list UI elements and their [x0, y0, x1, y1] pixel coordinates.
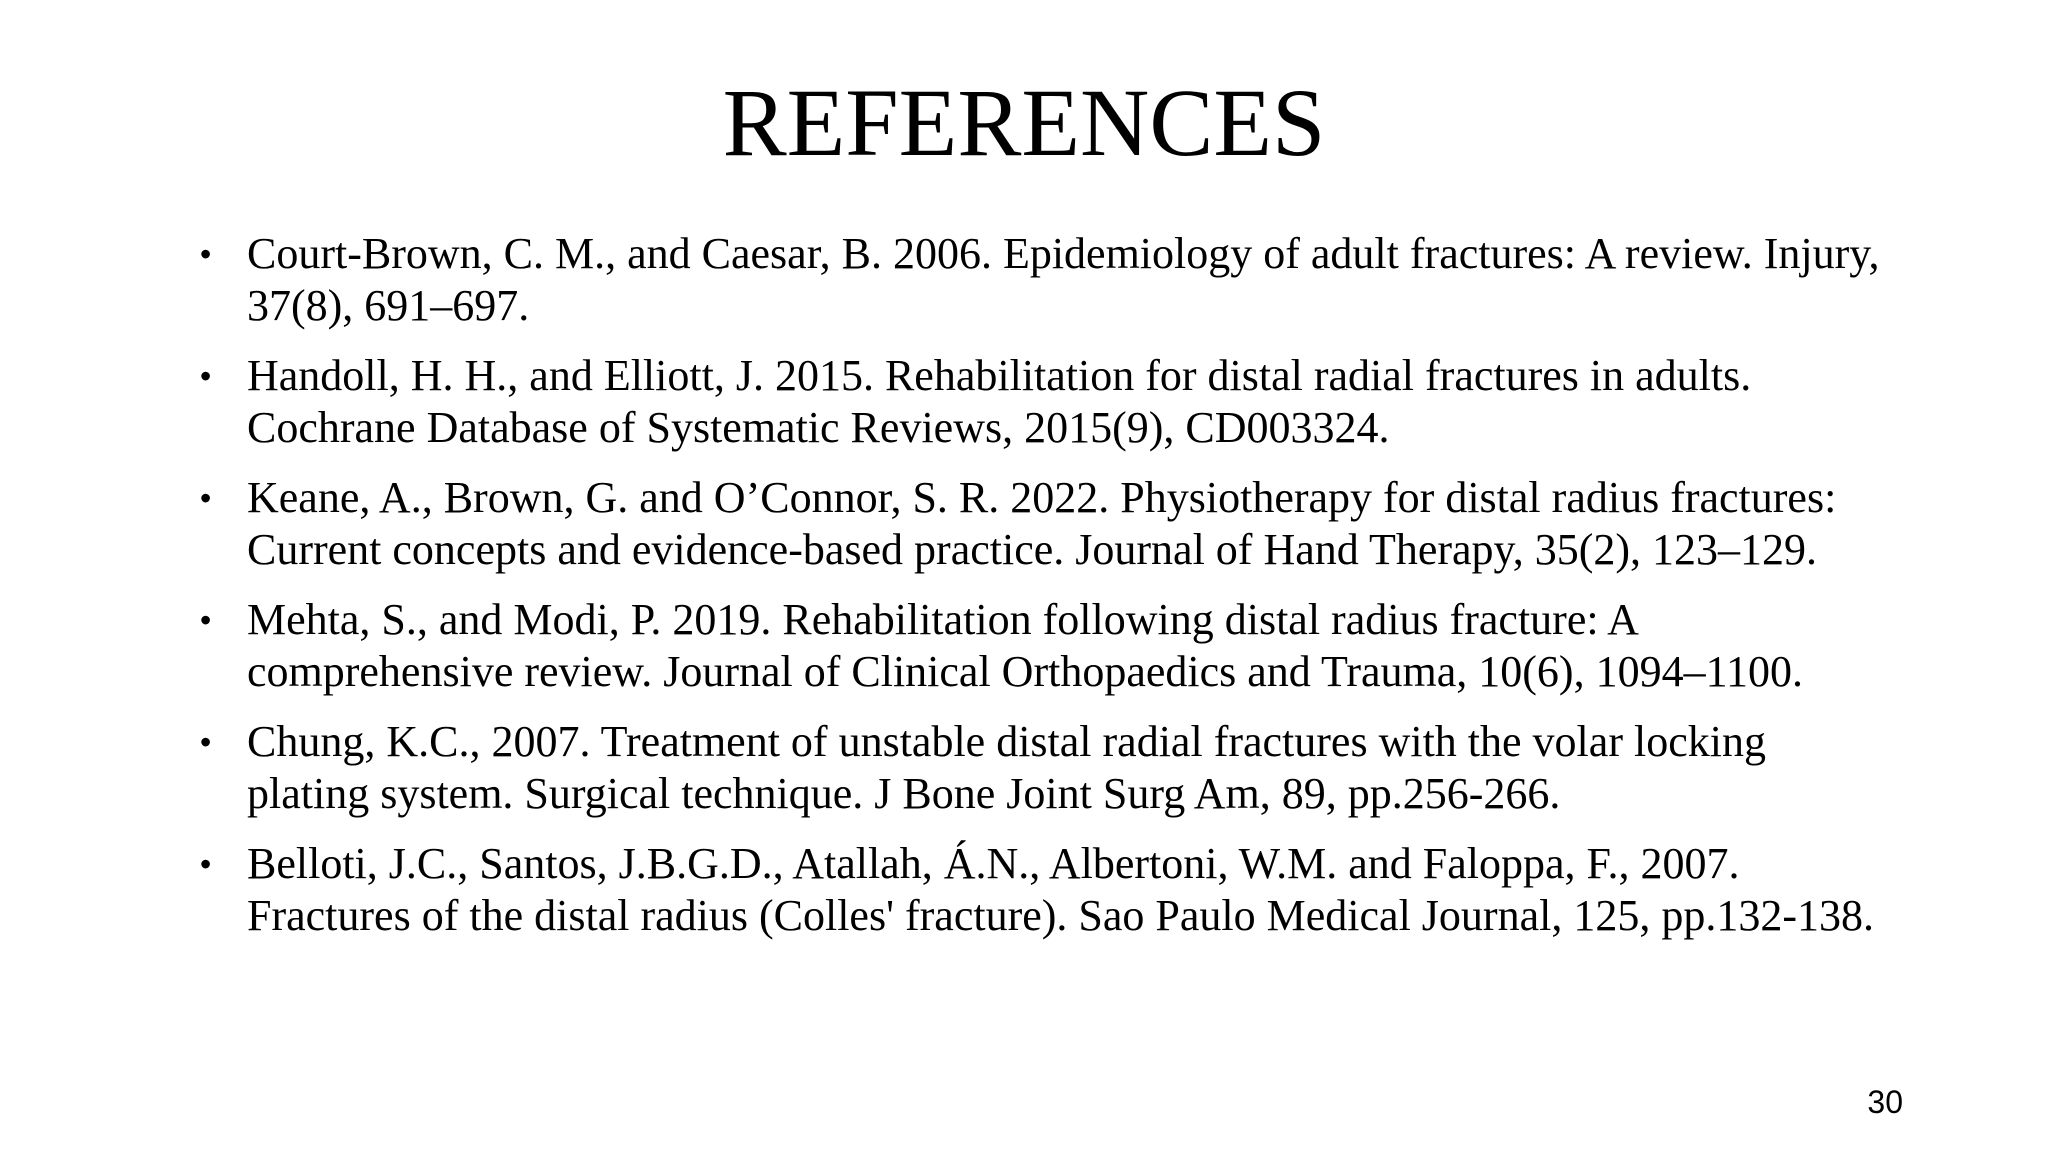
bullet-icon: • [200, 358, 212, 394]
reference-item [200, 838, 1880, 942]
reference-list [200, 228, 1880, 960]
bullet-icon: • [200, 602, 212, 638]
reference-item [200, 350, 1880, 454]
reference-text: Court-Brown, C. M., and Caesar, B. 2006. Epidemiology of adult fractures: A review. Injury, 37(8), 691–697. [247, 229, 1880, 330]
bullet-icon: • [200, 724, 212, 760]
bullet-icon: • [200, 236, 212, 272]
page-number: 30 [1867, 1084, 1903, 1120]
reference-text: Chung, K.C., 2007. Treatment of unstable distal radial fractures with the volar locking plating system. Surgical technique. J Bone Joint Surg Am, 89, pp.256-266. [247, 717, 1766, 818]
reference-text: Belloti, J.C., Santos, J.B.G.D., Atallah, Á.N., Albertoni, W.M. and Faloppa, F., 2007. Fractures of the distal radius (Colles' fracture). Sao Paulo Medical Journal, 125, pp.132-138. [247, 839, 1874, 940]
bullet-icon: • [200, 846, 212, 882]
reference-text: Keane, A., Brown, G. and O’Connor, S. R. 2022. Physiotherapy for distal radius fractures: Current concepts and evidence-based practice. Journal of Hand Therapy, 35(2), 123–129. [247, 473, 1837, 574]
reference-item [200, 716, 1880, 820]
reference-text: Handoll, H. H., and Elliott, J. 2015. Rehabilitation for distal radial fractures in adults. Cochrane Database of Systematic Reviews, 2015(9), CD003324. [247, 351, 1752, 452]
reference-item [200, 228, 1880, 332]
reference-item [200, 594, 1880, 698]
reference-item [200, 472, 1880, 576]
bullet-icon: • [200, 480, 212, 516]
reference-text: Mehta, S., and Modi, P. 2019. Rehabilitation following distal radius fracture: A comprehensive review. Journal of Clinical Orthopaedics and Trauma, 10(6), 1094–1100. [247, 595, 1803, 696]
slide-title: REFERENCES [722, 69, 1326, 176]
